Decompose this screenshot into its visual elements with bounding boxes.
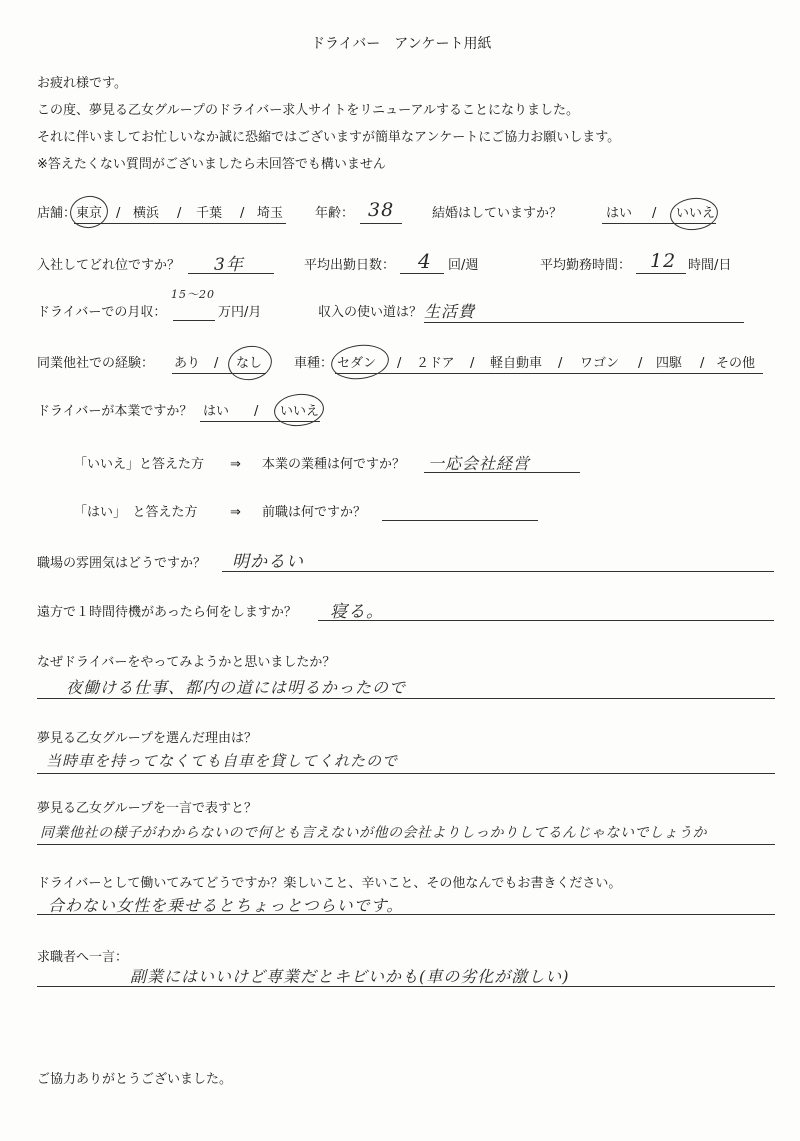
work-feel-value[interactable]: 合わない女性を乗せるとちょっとつらいです。 [48, 896, 404, 915]
if-yes-question: 前職は何ですか？ [262, 505, 367, 520]
car-option-2door[interactable]: ２ドア [416, 356, 455, 371]
tenure-underline [188, 273, 274, 274]
days-unit: 回/週 [448, 258, 479, 273]
why-group-label: 夢見る乙女グループを選んだ理由は？ [37, 731, 257, 746]
intro-line-4: ※答えたくない質問がございましたら未回答でも構いません [37, 157, 386, 172]
atmosphere-label: 職場の雰囲気はどうですか？ [37, 556, 207, 571]
if-no-value[interactable]: 一応会社経営 [428, 454, 531, 473]
one-word-underline [37, 844, 775, 845]
if-no-who: 「いいえ」と答えた方 [74, 457, 205, 472]
atmosphere-value[interactable]: 明かるい [232, 552, 304, 572]
tenure-value[interactable]: 3年 [214, 255, 244, 275]
income-value[interactable]: 15〜20 [171, 288, 215, 301]
waiting-underline [318, 620, 774, 621]
usage-value[interactable]: 生活費 [424, 302, 476, 321]
if-yes-underline [382, 520, 538, 521]
usage-label: 収入の使い道は？ [318, 305, 423, 320]
car-option-other[interactable]: その他 [716, 356, 756, 371]
store-separator: / [240, 206, 245, 221]
car-separator: / [700, 356, 705, 371]
message-label: 求職者へ一言： [37, 950, 129, 965]
store-separator: / [177, 206, 182, 221]
store-option-yokohama[interactable]: 横浜 [133, 206, 160, 221]
work-feel-label: ドライバーとして働いてみてどうですか？楽しいこと、辛いこと、その他なんでもお書きください。 [37, 876, 622, 891]
why-group-underline [37, 773, 775, 774]
hours-value[interactable]: 12 [650, 250, 677, 272]
car-option-kei[interactable]: 軽自動車 [490, 356, 543, 371]
age-underline [360, 223, 402, 224]
thanks-text: ご協力ありがとうございました。 [37, 1072, 233, 1087]
income-label: ドライバーでの月収： [37, 305, 167, 320]
if-no-underline [424, 472, 580, 473]
main-job-label: ドライバーが本業ですか？ [37, 404, 193, 419]
why-group-value[interactable]: 当時車を持ってなくても自車を貸してくれたので [46, 752, 399, 770]
store-label: 店舗： [37, 206, 77, 221]
car-option-4wd[interactable]: 四駆 [656, 356, 683, 371]
income-underline [173, 320, 215, 321]
married-separator: / [652, 206, 657, 221]
one-word-value[interactable]: 同業他社の様子がわからないので何とも言えないが他の会社よりしっかりしてるんじゃないでしょうか [40, 825, 707, 841]
intro-line-3: それに伴いましてお忙しいなか誠に恐縮ではございますが簡単なアンケートにご協力お願いします。 [37, 130, 621, 145]
days-underline [400, 273, 444, 274]
hours-underline [636, 273, 686, 274]
age-value[interactable]: 38 [368, 199, 395, 221]
days-label: 平均出勤日数： [304, 258, 396, 273]
car-option-sedan[interactable]: セダン [337, 356, 377, 371]
car-label: 車種： [294, 356, 334, 371]
tenure-label: 入社してどれ位ですか？ [37, 258, 181, 273]
store-option-chiba[interactable]: 千葉 [196, 206, 223, 221]
intro-line-1: お疲れ様です。 [37, 76, 127, 91]
why-driver-underline [37, 698, 775, 699]
selected-mark-circle [668, 196, 719, 233]
main-job-option-no[interactable]: いいえ [280, 404, 320, 419]
selected-mark-circle [329, 342, 391, 383]
usage-underline [424, 322, 744, 323]
hours-label: 平均勤務時間： [540, 258, 632, 273]
experience-option-no[interactable]: なし [236, 356, 263, 371]
main-job-option-yes[interactable]: はい [203, 404, 230, 419]
if-no-question: 本業の業種は何ですか？ [262, 457, 406, 472]
store-option-tokyo[interactable]: 東京 [76, 206, 103, 221]
car-separator: / [397, 356, 402, 371]
why-driver-value[interactable]: 夜働ける仕事、都内の道には明るかったので [66, 678, 407, 697]
car-separator: / [638, 356, 643, 371]
one-word-label: 夢見る乙女グループを一言で表すと？ [37, 801, 257, 816]
married-option-no[interactable]: いいえ [676, 206, 716, 221]
income-unit: 万円/月 [218, 305, 262, 320]
age-label: 年齢： [315, 206, 355, 221]
waiting-value[interactable]: 寝る。 [330, 602, 384, 622]
married-option-yes[interactable]: はい [606, 206, 633, 221]
car-option-wagon[interactable]: ワゴン [580, 356, 620, 371]
experience-option-yes[interactable]: あり [174, 356, 201, 371]
store-separator: / [116, 206, 121, 221]
if-yes-arrow: ⇒ [230, 505, 241, 520]
car-underline [335, 373, 763, 374]
survey-title: ドライバー アンケート用紙 [311, 36, 492, 52]
store-option-saitama[interactable]: 埼玉 [257, 206, 284, 221]
selected-mark-circle [68, 194, 110, 231]
intro-line-2: この度、夢見る乙女グループのドライバー求人サイトをリニューアルすることになりました。 [37, 103, 579, 118]
why-driver-label: なぜドライバーをやってみようかと思いましたか？ [37, 655, 336, 670]
if-yes-who: 「はい」 と答えた方 [74, 505, 198, 520]
main-job-separator: / [254, 404, 259, 419]
days-value[interactable]: 4 [418, 249, 432, 273]
selected-mark-circle [272, 391, 325, 428]
experience-separator: / [214, 356, 219, 371]
married-label: 結婚はしていますか？ [432, 206, 563, 221]
waiting-label: 遠方で１時間待機があったら何をしますか？ [37, 605, 297, 620]
experience-label: 同業他社での経験： [37, 356, 155, 371]
message-underline [37, 986, 775, 987]
car-separator: / [470, 356, 475, 371]
if-no-arrow: ⇒ [230, 457, 241, 472]
selected-mark-circle [225, 342, 274, 383]
atmosphere-underline [222, 571, 774, 572]
message-value[interactable]: 副業にはいいけど専業だとキビいかも(車の劣化が激しい) [130, 967, 570, 986]
work-feel-underline [37, 914, 775, 915]
hours-unit: 時間/日 [688, 258, 732, 273]
car-separator: / [558, 356, 563, 371]
store-underline [74, 223, 286, 224]
